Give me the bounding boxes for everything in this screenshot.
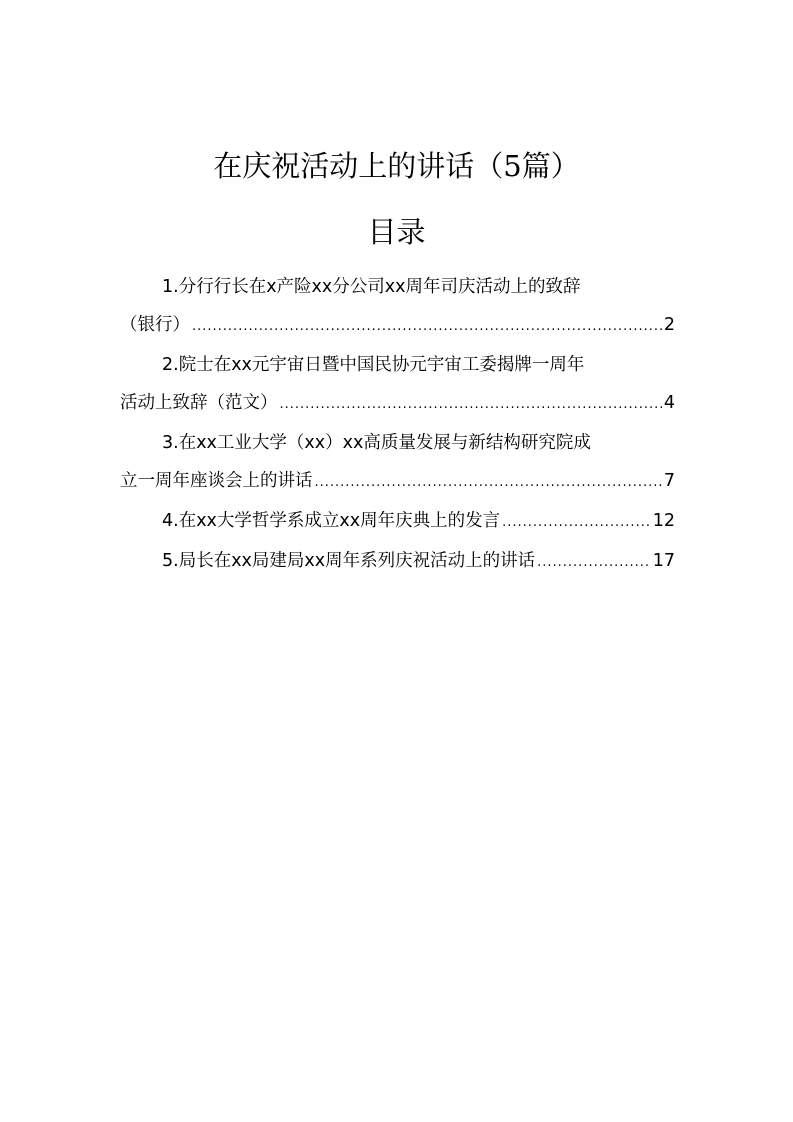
toc-entry-4[interactable] <box>120 502 675 542</box>
dot-leader <box>502 504 651 542</box>
toc-page-number: 7 <box>663 471 675 491</box>
toc-entry-1[interactable] <box>120 268 675 346</box>
toc-entry-title-continuation: 活动上致辞（范文） <box>120 393 278 413</box>
toc-page-number: 12 <box>652 511 675 531</box>
toc-entry-title-continuation: 立一周年座谈会上的讲话 <box>120 471 313 491</box>
dot-leader <box>537 544 651 582</box>
dot-leader <box>192 308 662 346</box>
toc-entry-title: 2.院士在xx元宇宙日暨中国民协元宇宙工委揭牌一周年 <box>162 355 585 375</box>
dot-leader <box>280 386 662 424</box>
toc-page-number: 17 <box>652 551 675 571</box>
toc-entry-5[interactable] <box>120 542 675 582</box>
toc-entry-title: 5.局长在xx局建局xx周年系列庆祝活动上的讲话 <box>162 551 536 571</box>
toc-page-number: 2 <box>663 315 675 335</box>
toc-heading: 目录 <box>367 215 426 249</box>
toc-entry-title: 1.分行行长在x产险xx分公司xx周年司庆活动上的致辞 <box>162 277 581 297</box>
toc-entry-title-continuation: （银行） <box>120 315 190 335</box>
document-title: 在庆祝活动上的讲话（5篇） <box>213 149 580 183</box>
toc-entry-2[interactable] <box>120 346 675 424</box>
toc-entry-3[interactable] <box>120 424 675 502</box>
toc-entry-title: 4.在xx大学哲学系成立xx周年庆典上的发言 <box>162 511 501 531</box>
table-of-contents <box>120 268 675 582</box>
toc-entry-title: 3.在xx工业大学（xx）xx高质量发展与新结构研究院成 <box>162 433 591 453</box>
dot-leader <box>315 464 662 502</box>
toc-page-number: 4 <box>663 393 675 413</box>
